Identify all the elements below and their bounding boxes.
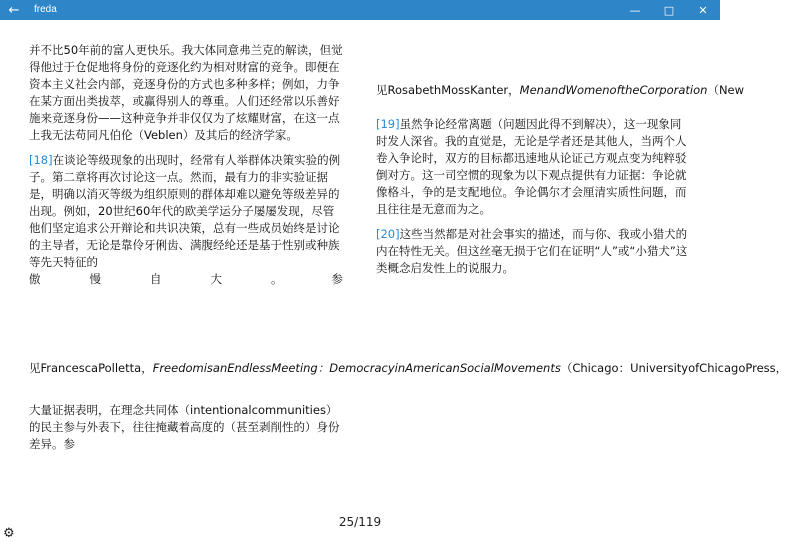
footnote-20: [376, 226, 692, 277]
close-button[interactable]: ✕: [698, 3, 708, 17]
app-title: freda: [34, 4, 57, 15]
left-page-lower: [29, 402, 343, 453]
citation-title: FreedomisanEndlessMeeting：DemocracyinAmericanSocialMovements: [152, 361, 561, 375]
right-page: [376, 116, 692, 285]
back-arrow-icon: ←: [8, 2, 20, 18]
paragraph-text: 大量证据表明，在理念共同体（intentionalcommunities）的民主参与外表下，往往掩藏着高度的（甚至剥削性的）身份差: [29, 403, 340, 451]
maximize-button[interactable]: □: [663, 3, 675, 17]
citation-prefix: 见RosabethMossKanter，: [376, 83, 520, 97]
footnote-20-text: 这些当然都是对社会事实的描述，而与你、我或小猎犬的内在特性无关。但这丝毫无损于它们在证明“人”或“小猎犬”这类概念启发性上的说服力。: [376, 227, 688, 275]
paragraph: 并不比50年前的富人更快乐。我大体同意弗兰克的解读，但觉得他过于仓促地将身份的竞逐化约为相对财富的竞争。即便在资本主义社会内部，竞逐身份的方式也多种多样；例如，力争在某方面出类拔萃，或赢得别人的尊重。人们还经常以乐善好施来竞逐身份——这种竞争并非仅仅为了炫耀财富，在这一点上我无法苟同凡伯伦（Veblen）及其后的经济学家。: [29, 43, 343, 142]
footnote-19-text: 虽然争论经常离题（问题因此得不到解决），这一现象同时发人深省。我的直觉是，无论是学者还是其他人，当两个人卷入争论时，双方的目标都迅速地从论证己方观点变为纯粹驳倒对方。这一司空惯的现象为以下观点提供有力证据：争论就像格斗，争的是支配地位。争论偶尔才会厘清实质性问题，而且往往是无意而为之。: [376, 117, 687, 216]
citation-kanter: [376, 82, 745, 99]
back-button[interactable]: [0, 0, 28, 20]
citation-rest: （New: [707, 83, 745, 97]
settings-button[interactable]: [3, 527, 17, 541]
paragraph-tail: 异。参: [40, 437, 75, 451]
title-bar: [0, 0, 720, 20]
footnote-18-justified-line: 傲慢自大。参: [29, 272, 343, 286]
citation-polletta: [29, 360, 787, 377]
footnote-18: [29, 152, 343, 271]
citation-rest: （Chicago：UniversityofChicagoPress，: [560, 361, 787, 375]
footnote-18-text: 在谈论等级现象的出现时，经常有人举群体决策实验的例子。第二章将再次讨论这一点。然而，最有力的非实验证据是，明确以消灭等级为组织原则的群体却难以避免等级差异的出现。例如，20世纪60年代的欧美学运分子屡屡发现，尽管他们坚定追求公开辩论和共识决策，总有一些成员始终是讨论的主导者，无论是靠伶牙俐齿、满腹经纶还是基于性别或种族等先天特征的: [29, 153, 341, 269]
citation-prefix: 见FrancescaPolletta，: [29, 361, 153, 375]
left-page: [29, 42, 343, 288]
footnote-link-20[interactable]: [20]: [376, 227, 400, 241]
page-indicator: 25/119: [338, 515, 382, 529]
footnote-link-19[interactable]: [19]: [376, 117, 400, 131]
paragraph: [29, 402, 343, 453]
minimize-button[interactable]: —: [629, 3, 641, 17]
gear-icon: ⚙: [3, 526, 15, 541]
citation-title: MenandWomenoftheCorporation: [519, 83, 708, 97]
footnote-link-18[interactable]: [18]: [29, 153, 53, 167]
footnote-19: [376, 116, 692, 218]
